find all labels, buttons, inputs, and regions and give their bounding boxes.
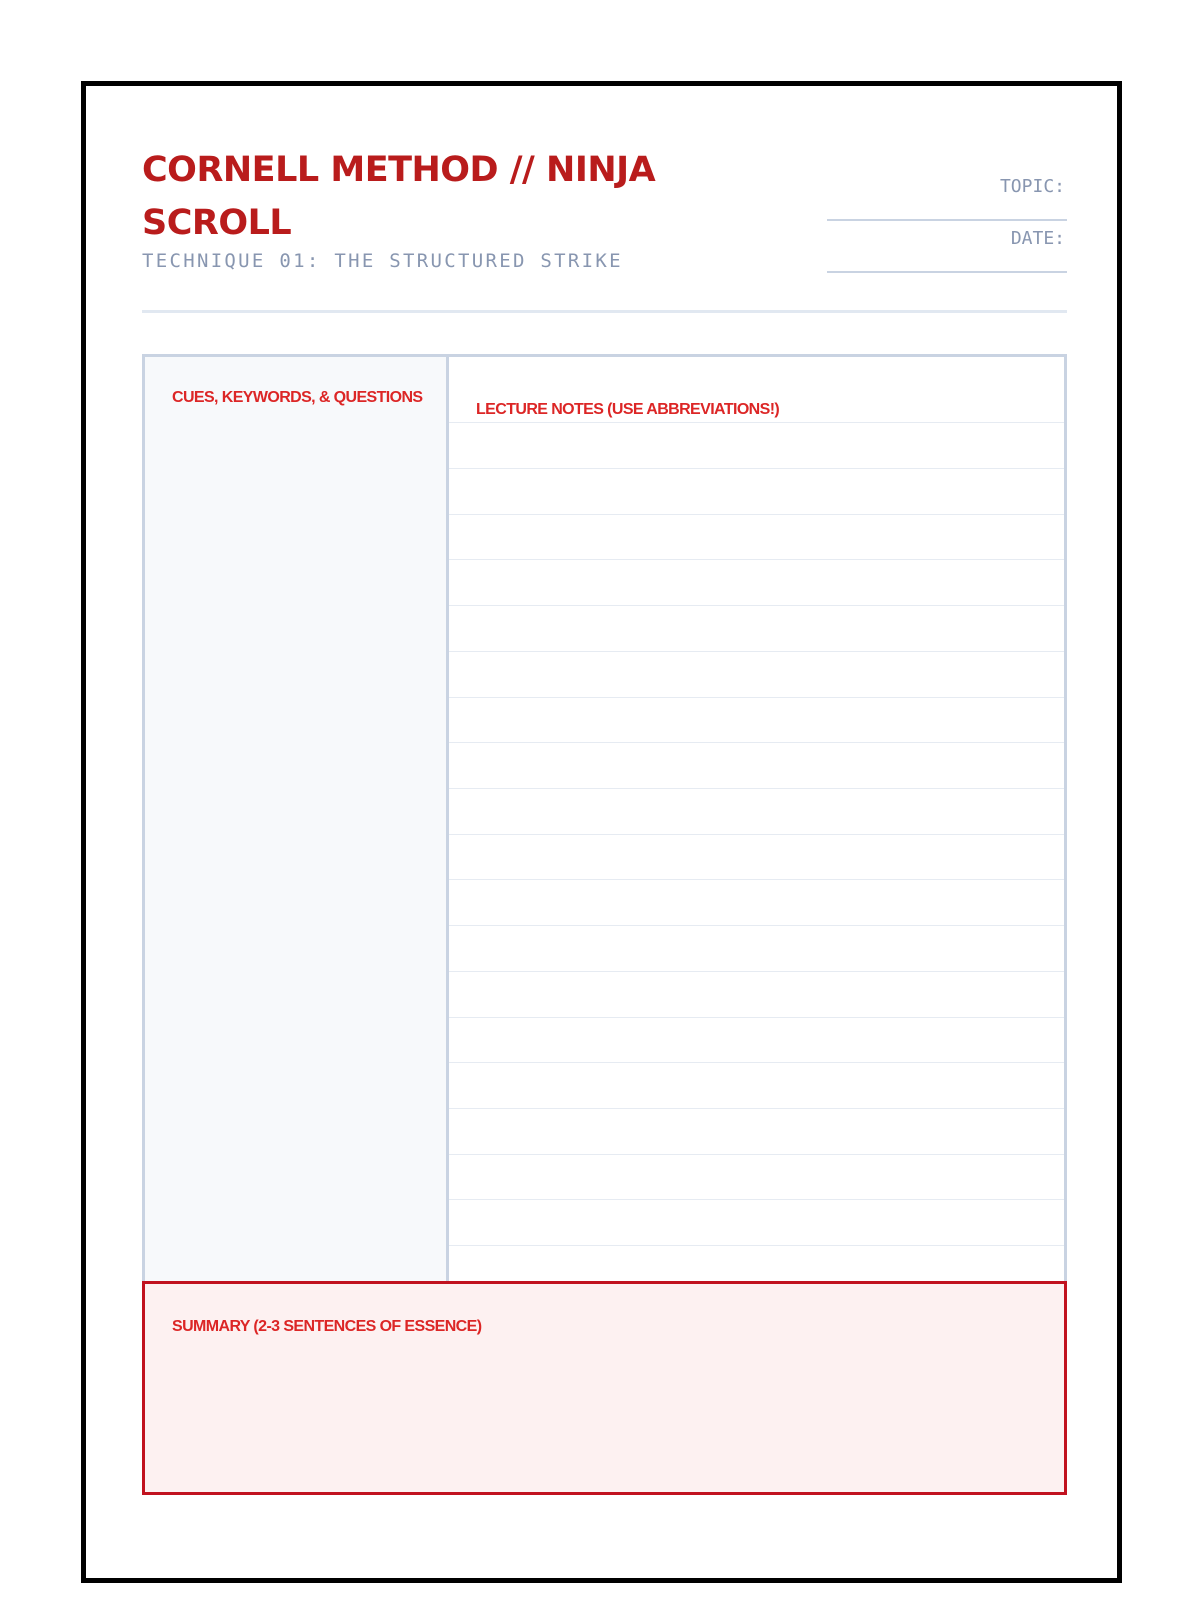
ruled-line	[449, 1017, 1064, 1018]
ruled-line	[449, 1062, 1064, 1063]
summary-section[interactable]	[142, 1281, 1067, 1495]
ruled-line	[449, 971, 1064, 972]
topic-field[interactable]	[827, 169, 1067, 221]
date-field[interactable]	[827, 221, 1067, 273]
ruled-line	[449, 1199, 1064, 1200]
notes-column[interactable]	[449, 357, 1064, 1287]
ruled-line	[449, 651, 1064, 652]
ruled-line	[449, 1108, 1064, 1109]
ruled-line	[449, 605, 1064, 606]
summary-label: SUMMARY (2-3 SENTENCES OF ESSENCE)	[172, 1318, 482, 1335]
ruled-line	[449, 514, 1064, 515]
ruled-line	[449, 422, 1064, 423]
ruled-line	[449, 925, 1064, 926]
cues-label: CUES, KEYWORDS, & QUESTIONS	[172, 389, 423, 406]
ruled-line	[449, 834, 1064, 835]
ruled-line	[449, 1154, 1064, 1155]
ruled-line	[449, 879, 1064, 880]
notes-label: LECTURE NOTES (USE ABBREVIATIONS!)	[476, 401, 780, 418]
cues-column[interactable]	[145, 357, 449, 1287]
ruled-line	[449, 559, 1064, 560]
page-title: CORNELL METHOD // NINJA SCROLL	[142, 150, 656, 243]
header-divider	[142, 310, 1067, 313]
ruled-line	[449, 788, 1064, 789]
ruled-line	[449, 742, 1064, 743]
page-subtitle: TECHNIQUE 01: THE STRUCTURED STRIKE	[142, 250, 623, 272]
note-sheet	[81, 81, 1122, 1583]
ruled-line	[449, 468, 1064, 469]
ruled-line	[449, 697, 1064, 698]
topic-label: TOPIC:	[999, 176, 1065, 197]
ruled-line	[449, 1245, 1064, 1246]
cornell-grid	[142, 354, 1067, 1290]
date-label: DATE:	[1010, 228, 1065, 249]
